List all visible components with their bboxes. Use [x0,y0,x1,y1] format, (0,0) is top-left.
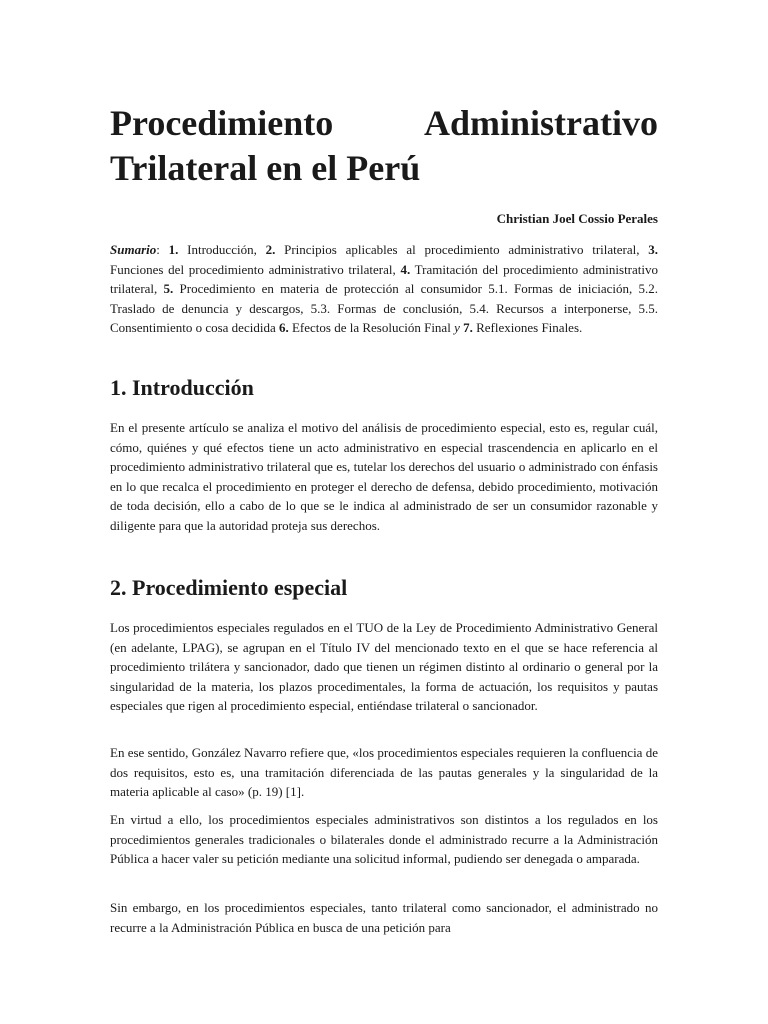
author-name: Christian Joel Cossio Perales [496,211,658,226]
document-page [110,0,658,1024]
body-paragraph: Sin embargo, en los procedimientos especiales, tanto trilateral como sancionador, el administrado no recurre a la Administración Pública en busca de una petición para [110,900,658,935]
body-paragraph: En ese sentido, González Navarro refiere que, «los procedimientos especiales requieren la confluencia de dos requisitos, esto es, una tramitación diferenciada de las pautas generales y la singularidad de la materia aplicable al caso» (p. 19) [1]. [110,745,658,799]
document-title: Procedimiento Administrativo Trilateral en el Perú [110,103,658,188]
body-paragraph: En el presente artículo se analiza el motivo del análisis de procedimiento especial, esto es, regular cuál, cómo, quiénes y qué efectos tiene un acto administrativo en especial trascendencia en aplicarlo en el procedimiento administrativo trilateral que es, tutelar los derechos del usuario o administrado con énfasis en lo que recalca el procedimiento en proteger el derecho de defensa, debido procedimiento, motivación de toda decisión, ello a cabo de lo que se le indica al administrado de ser un consumidor razonable y diligente para que la autoridad proteja sus derechos. [110,420,658,533]
body-paragraph: En virtud a ello, los procedimientos especiales administrativos son distintos a los regulados en los procedimientos generales tradicionales o bilaterales donde el administrado recurre a la Administración Pública a hacer valer su petición mediante una solicitud informal, pudiendo ser denegada o amparada. [110,812,658,866]
body-paragraph: Los procedimientos especiales regulados en el TUO de la Ley de Procedimiento Administrativo General (en adelante, LPAG), se agrupan en el Título IV del mencionado texto en el que se hace referencia al procedimiento trilátera y sancionador, dado que tienen un régimen distinto al ordinario o general por la singularidad de la materia, los plazos procedimentales, la forma de actuación, los requisitos y pautas especiales que rigen al procedimiento especial, entiéndase trilateral o sancionador. [110,620,658,713]
summary-paragraph: Sumario: 1. Introducción, 2. Principios aplicables al procedimiento administrativo trilateral, 3. Funciones del procedimiento administrativo trilateral, 4. Tramitación del procedimiento administrativo trilateral, 5. Procedimiento en materia de protección al consumidor 5.1. Formas de iniciación, 5.2. Traslado de denuncia y descargos, 5.3. Formas de conclusión, 5.4. Recursos a interponerse, 5.5. Consentimiento o cosa decidida 6. Efectos de la Resolución Final y 7. Reflexiones Finales. [110,242,659,335]
section-heading-introduccion: 1. Introducción [110,375,254,400]
summary-label: Sumario [110,242,157,257]
section-heading-procedimiento-especial: 2. Procedimiento especial [110,575,348,600]
